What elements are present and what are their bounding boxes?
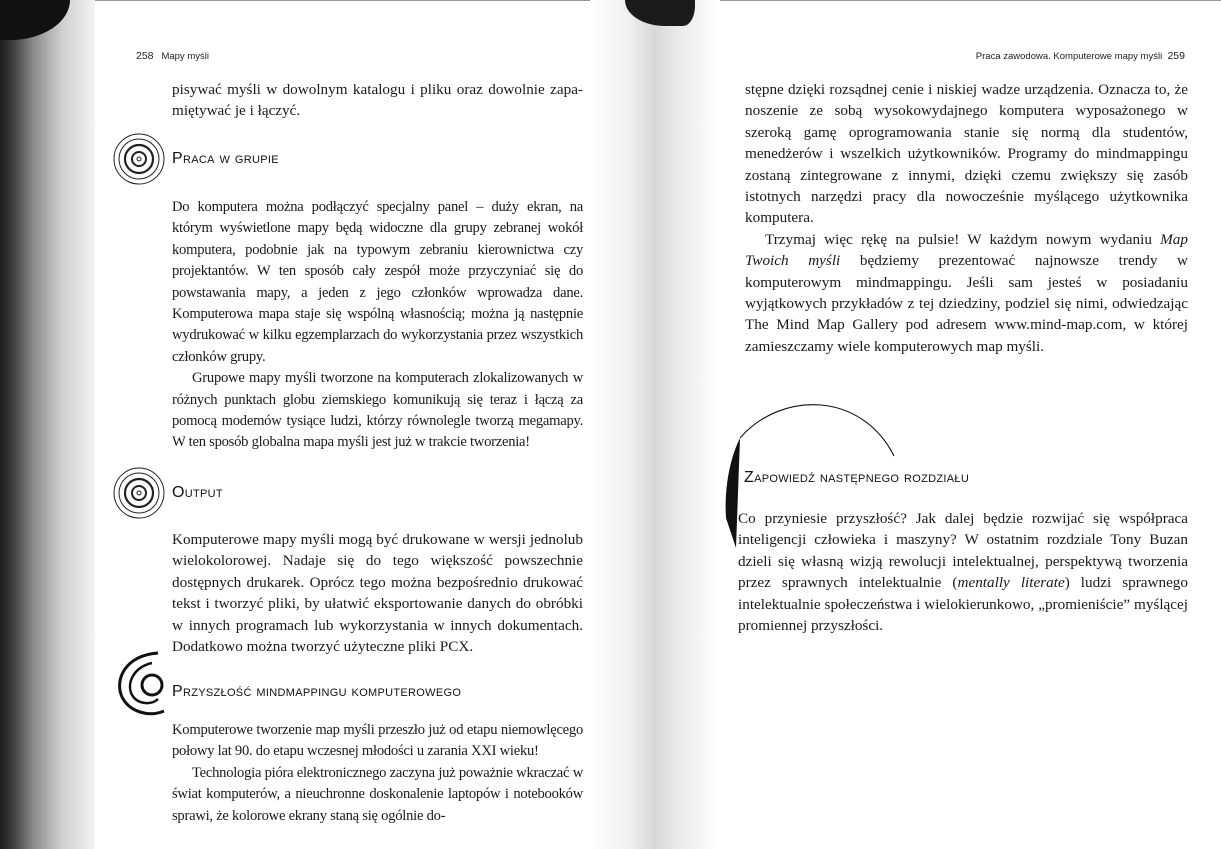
next-chapter-text (738, 508, 1188, 636)
intro-line: miętywać je i łączyć. (172, 102, 301, 120)
text-run: Co przyniesie przyszłość? Jak dalej będzie rozwijać się współpraca inteligencji człowieka i maszyny? W ostatnim rozdziale Tony Buzan dzieli się własną wizją rewolucji intelektualnej, perspektywą tworzenia przez sprawnych intelektualnie ( (738, 510, 1188, 592)
page-number: 259 (1167, 50, 1185, 62)
left-running-header (136, 50, 209, 62)
concentric-target-icon (112, 466, 166, 520)
section-title-output: Output (172, 484, 223, 501)
section-body-output (172, 529, 583, 657)
spiral-swirl-icon (112, 649, 168, 719)
next-chapter-title: Zapowiedź następnego rozdziału (744, 469, 970, 486)
section-body-praca-w-grupie (172, 197, 583, 454)
text-run: Trzymaj więc rękę na pulsie! W każdym nowym wydaniu (765, 230, 1161, 248)
right-body-text (745, 79, 1188, 357)
text-run: będziemy prezentować najnowsze trendy w komputerowym mindmappingu. Jeśli sam jesteś w posiadaniu wyjątkowych przykładów z tej dziedziny, podziel się nimi, odwiedzając The Mind Map Gallery pod adresem www.mind-map.com, w której zamieszczamy wiele komputerowych map myśli. (745, 252, 1189, 355)
paragraph: stępne dzięki rozsądnej cenie i niskiej wadze urządzenia. Oznacza to, że noszenie ze sobą wysokowydajnego komputera wyposażonego w szeroką gamę oprogramowania stanie się normą dla studentów, menedżerów i wszelkich użytkowników. Programy do mindmappingu zostaną zintegrowane z innymi, dzięki czemu zwiększy się zasób istotnych narzędzi pracy dla nowocześnie myślącego użytkownika komputera. (745, 81, 1188, 227)
paragraph: Komputerowe mapy myśli mogą być drukowane w wersji jednolub wielokolorowej. Nadaje się do tego większość powszechnie dostępnych drukarek. Oprócz tego można bezpośrednio drukować tekst i tworzyć pliki, by ułatwić eksportowanie danych do obróbki w innych programach lub wykorzystania w innych dokumentach. Dodatkowo można tworzyć użyteczne pliki PCX. (172, 531, 583, 656)
right-running-header (976, 50, 1185, 62)
paragraph: Technologia pióra elektronicznego zaczyna już poważnie wkraczać w świat komputerów, a nieuchronne doskonalenie laptopów i notebooków sprawi, że kolorowe ekrany staną się ogólnie do- (172, 764, 583, 824)
left-intro-text (172, 79, 583, 122)
paragraph: Komputerowe tworzenie map myśli przeszło już od etapu niemowlęcego połowy lat 90. do etapu wczesnej młodości u zarania XXI wieku! (172, 722, 583, 760)
section-title-praca-w-grupie: Praca w grupie (172, 150, 279, 167)
paragraph (745, 229, 1188, 357)
page-number: 258 (136, 50, 154, 62)
italic-term: mentally literate (957, 574, 1065, 592)
book-title-italic: Map Twoich myśli (745, 230, 1188, 270)
paragraph (738, 508, 1188, 636)
text-run: ) ludzi sprawnego intelektualnie społeczeństwa i wielokierunkowo, „promieniście” myślącej promiennej przyszłości. (738, 574, 1188, 635)
left-page-edge-shadow (0, 0, 95, 849)
running-head: Praca zawodowa. Komputerowe mapy myśli (975, 51, 1163, 62)
top-edge-line (95, 0, 590, 1)
intro-line: pisywać myśli w dowolnym katalogu i pliku oraz dowolnie zapa- (172, 81, 583, 98)
concentric-target-icon (112, 132, 166, 186)
paragraph: Do komputera można podłączyć specjalny panel – duży ekran, na którym wyświetlone mapy będą widoczne dla grupy zebranej wokół komputera, podobnie jak na typowym zebraniu kierownictwa czy projektantów. W ten sposób cały zespół może przyczyniać się do powstawania mapy, a jeden z jego członków wprowadza dane. Komputerowa mapa staje się wspólną własnością; można ją następnie wydrukować w kilku egzemplarzach do wykorzystania przez wszystkich członków grupy. (172, 199, 583, 365)
top-edge-line (720, 0, 1221, 1)
section-title-przyszlosc: Przyszłość mindmappingu komputerowego (172, 683, 462, 700)
section-body-przyszlosc (172, 720, 583, 827)
running-head: Mapy myśli (161, 51, 209, 62)
paragraph: Grupowe mapy myśli tworzone na komputerach zlokalizowanych w różnych punktach globu ziemskiego komunikują się teraz i łączą za pomocą modemów tysiące ludzi, którzy równolegle tworzą megamapy. W ten sposób globalna mapa myśli jest już w trakcie tworzenia! (172, 370, 583, 451)
book-gutter (590, 0, 720, 849)
